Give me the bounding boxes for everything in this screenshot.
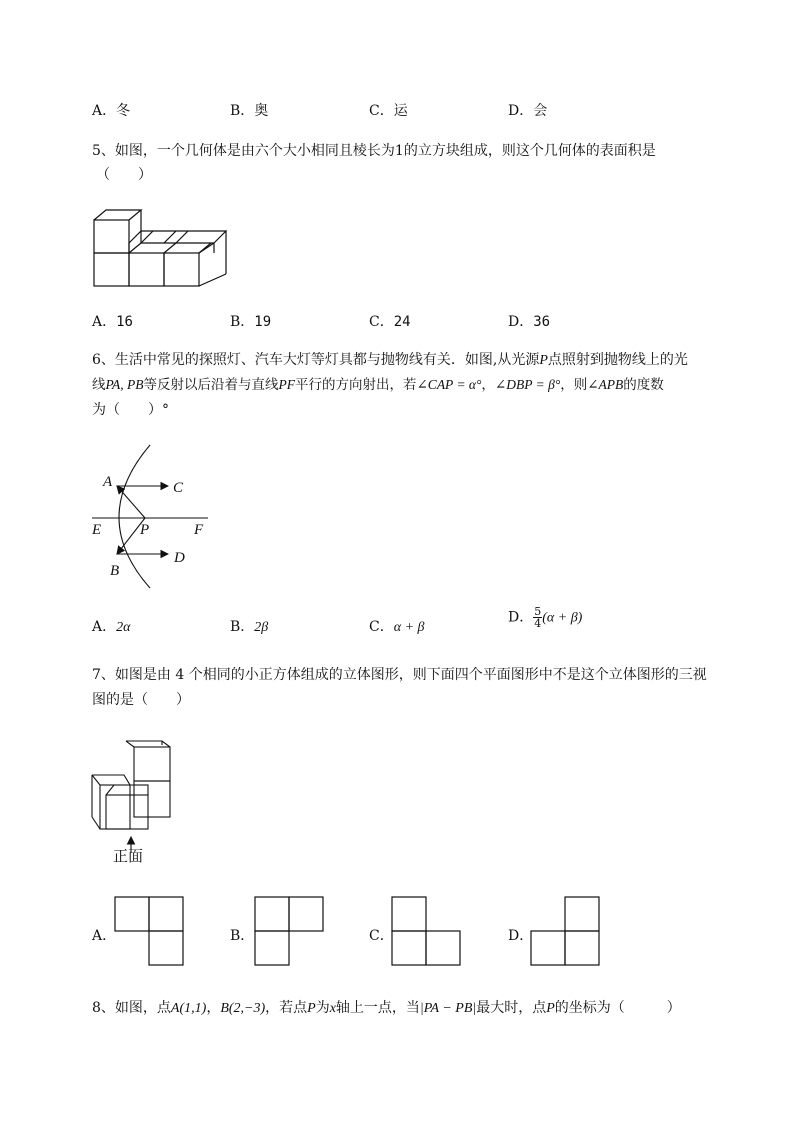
option-letter: A． xyxy=(92,619,117,635)
option-text: 冬 xyxy=(116,103,131,119)
option-text: 24 xyxy=(393,314,411,330)
option-text: (α + β) xyxy=(542,610,583,626)
q6-option-d[interactable] xyxy=(508,606,582,629)
option-text: 19 xyxy=(254,314,272,330)
q5-option-a[interactable] xyxy=(92,311,133,331)
option-letter: B． xyxy=(230,928,255,944)
q6-option-a[interactable] xyxy=(92,616,130,636)
label-d: D xyxy=(174,550,185,566)
label-p: P xyxy=(140,522,150,538)
q6-line2: 线PA, PB等反射以后沿着与直线PF平行的方向射出，若∠CAP = α°，∠DBP = β°，则∠APB的度数 xyxy=(92,377,664,393)
option-text: 16 xyxy=(116,314,133,330)
q6-line1: 6、生活中常见的探照灯、汽车大灯等灯具都与抛物线有关．如图,从光源P点照射到抛物线上的光 xyxy=(92,352,688,368)
fraction: $\frac{5}{4}$ xyxy=(534,605,542,630)
q7-line1: 7、如图是由 4 个相同的小正方体组成的立体图形，则下面四个平面图形中不是这个立体图形的三视 xyxy=(92,667,707,683)
option-letter: A． xyxy=(92,314,117,330)
option-letter: C． xyxy=(369,619,394,635)
q4-option-c[interactable] xyxy=(369,100,408,120)
q6-option-b[interactable] xyxy=(230,616,268,636)
option-text: 2α xyxy=(116,620,131,635)
q5-option-c[interactable] xyxy=(369,311,411,331)
option-letter: C． xyxy=(369,928,394,944)
option-letter: D． xyxy=(508,609,534,626)
q6-parabola-figure xyxy=(88,440,218,590)
front-label: 正面 xyxy=(113,847,144,865)
label-a: A xyxy=(103,474,113,490)
q7-option-c-grid xyxy=(389,895,464,967)
option-text: 奥 xyxy=(254,103,269,119)
option-letter: C． xyxy=(369,314,394,330)
option-text: 36 xyxy=(533,314,551,330)
q7-line2: 图的是（ ） xyxy=(92,692,190,708)
option-letter: C． xyxy=(369,103,394,119)
q8-stem: 8、如图，点A(1,1)，B(2,−3)，若点P为x轴上一点，当|PA − PB|最大时，点P的坐标为（ ） xyxy=(92,1000,681,1016)
option-letter: D． xyxy=(508,103,534,119)
q5-answer-blank: （ ） xyxy=(96,167,152,183)
label-f: F xyxy=(194,522,204,538)
label-e: E xyxy=(92,522,102,538)
q6-option-c[interactable] xyxy=(369,616,425,636)
q5-option-b[interactable] xyxy=(230,311,271,331)
q5-cube-figure xyxy=(88,205,236,289)
option-text: 2β xyxy=(254,620,269,635)
q7-option-d-grid xyxy=(528,895,603,967)
q7-option-b-grid xyxy=(252,895,327,967)
q7-solid-figure xyxy=(88,735,188,870)
label-b: B xyxy=(110,563,120,579)
option-text: α + β xyxy=(393,620,425,635)
option-letter: D． xyxy=(508,928,534,944)
q4-option-d[interactable] xyxy=(508,100,547,120)
option-letter: B． xyxy=(230,314,255,330)
option-letter: B． xyxy=(230,619,255,635)
q4-option-a[interactable] xyxy=(92,100,130,120)
option-letter: A． xyxy=(92,103,117,119)
option-text: 运 xyxy=(393,103,408,119)
option-letter: A． xyxy=(92,928,117,944)
q6-line3: 为（ ）° xyxy=(92,402,169,418)
q5-option-d[interactable] xyxy=(508,311,550,331)
option-text: 会 xyxy=(533,103,548,119)
option-letter: B． xyxy=(230,103,255,119)
label-c: C xyxy=(173,480,184,496)
q5-stem: 5、如图，一个几何体是由六个大小相同且棱长为1的立方块组成，则这个几何体的表面积是 xyxy=(92,143,656,159)
option-letter: D． xyxy=(508,314,534,330)
q4-option-b[interactable] xyxy=(230,100,268,120)
q7-option-b[interactable] xyxy=(230,925,254,945)
q7-option-a-grid xyxy=(112,895,187,967)
